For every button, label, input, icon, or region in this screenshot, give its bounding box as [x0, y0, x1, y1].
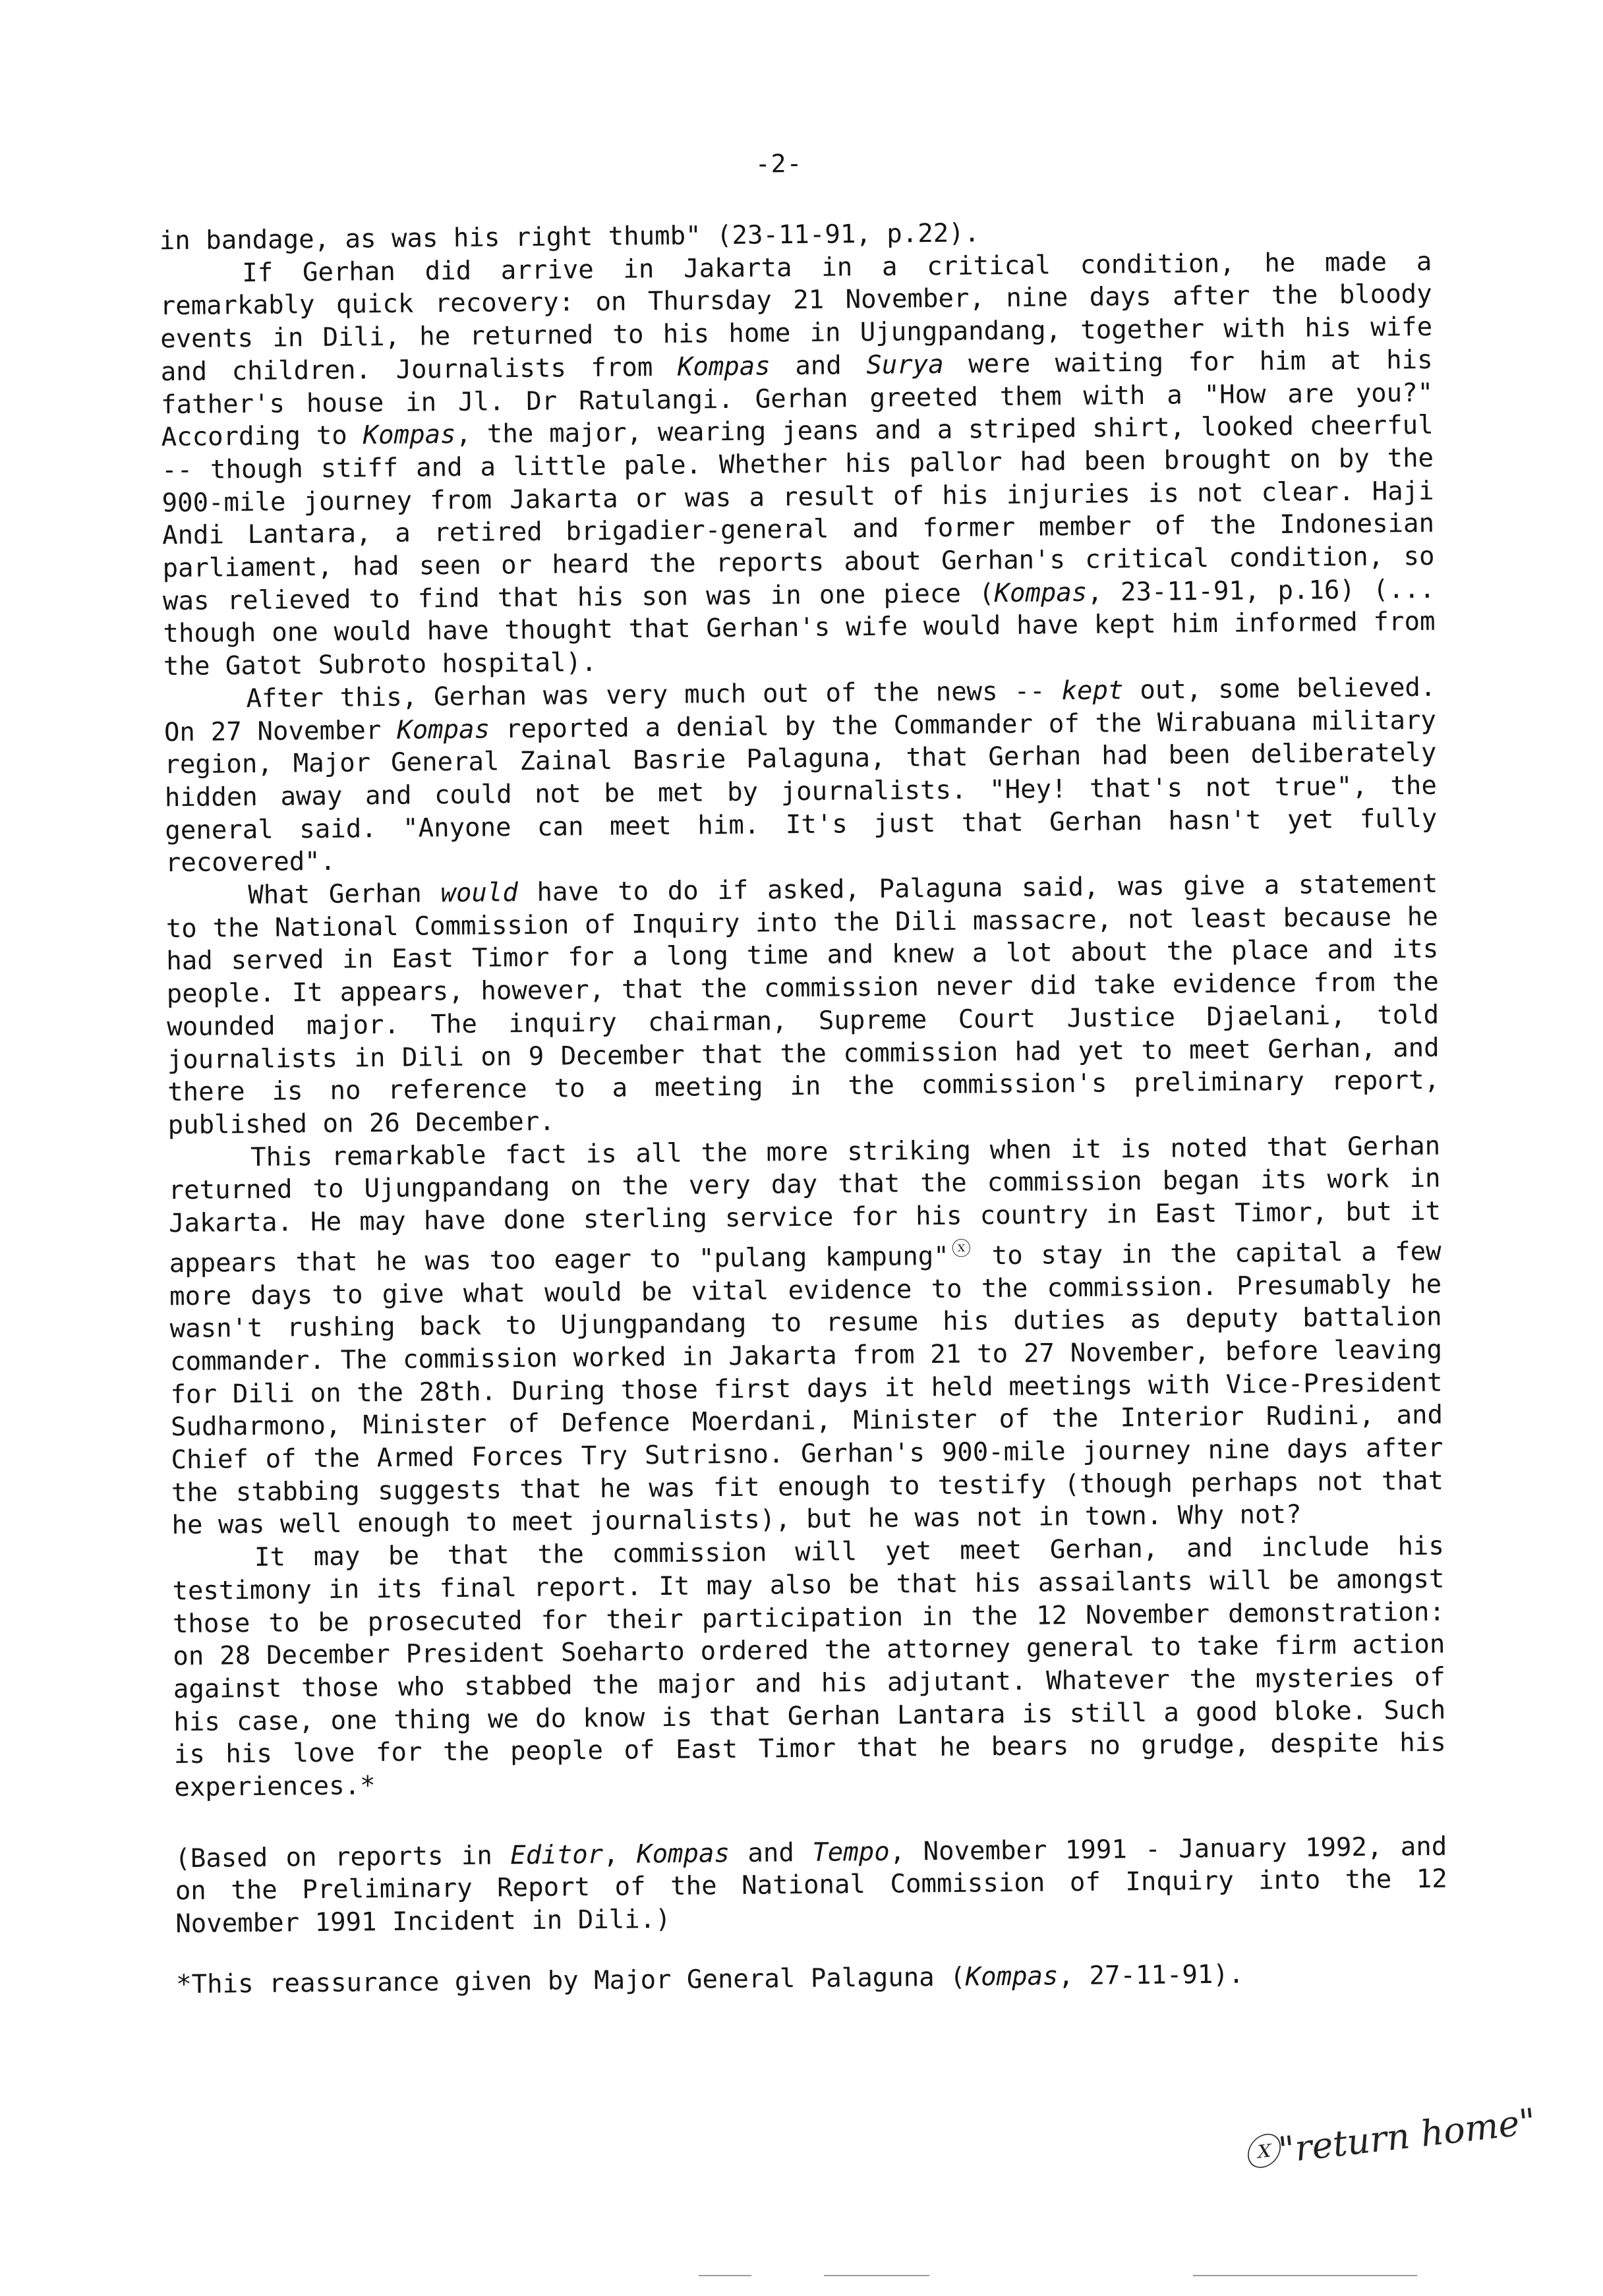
paragraph-p6: [175, 1830, 1447, 1941]
text-run: If Gerhan did arrive in Jakarta in a critical condition, he made a remarkably quick recovery: on Thursday 21 November, nine days after the bloody events in Dili, he returned to his home in Ujungpandang, together with his wife and children. Journalists from: [160, 246, 1433, 387]
annotation-marker: ⓧ: [948, 1237, 974, 1260]
text-run: , 23-11-91, p.16) (... though one would have thought that Gerhan's wife would have kept him informed from the Gatot Subroto hospital).: [163, 574, 1436, 682]
text-run: reported a denial by the Commander of the Wirabuana military region, Major General Zainal Basrie Palaguna, that Gerhan had been deliberately hidden away and could not be met by journalists. "Hey! that's not true", the general said. "Anyone can meet him. It's just that Gerhan hasn't yet fully recovered".: [164, 705, 1438, 878]
text-run: to stay in the capital a few more days to give what would be vital evidence to the commission. Presumably he wasn't rushing back to Ujungpandang to resume his duties as deputy battalion commander. The commission worked in Jakarta from 21 to 27 November, before leaving for Dili on the 28th. During those first days it held meetings with Vice-President Sudharmono, Minister of Defence Moerdani, Minister of the Interior Rudini, and Chief of the Armed Forces Try Sutrisno. Gerhan's 900-mile journey nine days after the stabbing suggests that he was fit enough to testify (though perhaps not that he was well enough to meet journalists), but he was not in town. Why not?: [169, 1236, 1444, 1541]
text-run: , November 1991 - January 1992, and on the Preliminary Report of the National Commission of Inquiry into the 12 November 1991 Incident in Dili.): [175, 1831, 1447, 1939]
italic-title: Kompas: [636, 1838, 730, 1870]
scan-artifact: [699, 2275, 751, 2276]
italic-title: Surya: [866, 349, 944, 380]
text-run: ,: [602, 1839, 637, 1870]
text-run: , the major, wearing jeans and a striped shirt, looked cheerful -- though stiff and a little pale. Whether his pallor had been brought on by the 900-mile journey from Jakarta or was a result of his injuries is not clear. Haji Andi Lantara, a retired brigadier-general and former member of the Indonesian parliament, had seen or heard the reports about Gerhan's critical condition, so was relieved to find that his son was in one piece (: [161, 410, 1435, 616]
paragraph-p2: [163, 672, 1438, 880]
italic-title: Kompas: [677, 351, 771, 382]
italic-title: Editor: [510, 1839, 604, 1871]
paragraph-p4: [168, 1130, 1444, 1542]
italic-title: kept: [1061, 675, 1124, 706]
text-run: , 27-11-91).: [1058, 1959, 1244, 1992]
paragraph-p3: [165, 868, 1440, 1142]
paragraph-p1: [160, 245, 1436, 683]
paragraph-p5: [172, 1530, 1447, 1804]
text-run: and: [770, 350, 867, 382]
italic-title: Kompas: [994, 577, 1088, 608]
text-run: (Based on reports in: [175, 1841, 511, 1874]
article-body: [160, 213, 1449, 2001]
scan-artifact: [824, 2275, 929, 2276]
text-run: This remarkable fact is all the more striking when it is noted that Gerhan returned to Ujungpandang on the very day that the commission began its work in Jakarta. He may have done sterling service for his country in East Timor, but it appears that he was too eager to "pulang kampung": [168, 1131, 1442, 1279]
text-run: out, some believed. On 27 November: [163, 672, 1436, 747]
italic-title: would: [440, 878, 519, 909]
text-run: have to do if asked, Palaguna said, was give a statement to the National Commission of Inquiry into the Dili massacre, not least because he had served in East Timor for a long time and knew a lot about the place and its people. It appears, however, that the commission never did take evidence from the wounded major. The inquiry chairman, Supreme Court Justice Djaelani, told journalists in Dili on 9 December that the commission had yet to meet Gerhan, and there is no reference to a meeting in the commission's preliminary report, published on 26 December.: [165, 869, 1440, 1141]
text-run: and: [729, 1837, 813, 1868]
italic-title: Kompas: [397, 714, 490, 745]
text-run: *This reassurance given by Major General Palaguna (: [175, 1962, 966, 2000]
text-run: in bandage, as was his right thumb" (23-11-91, p.22).: [159, 218, 980, 256]
handwritten-annotation: ⓧ"return home": [1240, 2100, 1538, 2175]
text-run: were waiting for him at his father's house in Jl. Dr Ratulangi. Gerhan greeted them with a "How are you?" According to: [160, 345, 1434, 453]
text-run: What Gerhan: [248, 878, 441, 911]
italic-title: Kompas: [965, 1961, 1059, 1992]
scan-artifact: [1193, 2275, 1417, 2276]
text-run: It may be that the commission will yet meet Gerhan, and include his testimony in its final report. It may also be that his assailants will be amongst those to be prosecuted for their participation in the 12 November demonstration: on 28 December President Soeharto ordered the attorney general to take firm action against those who stabbed the major and his adjutant. Whatever the mysteries of his case, one thing we do know is that Gerhan Lantara is still a good bloke. Such is his love for the people of East Timor that he bears no grudge, despite his experiences.*: [172, 1531, 1446, 1803]
page-number: -2-: [755, 148, 803, 179]
text-run: After this, Gerhan was very much out of the news --: [246, 676, 1062, 714]
italic-title: Tempo: [812, 1837, 890, 1868]
italic-title: Kompas: [363, 420, 456, 451]
